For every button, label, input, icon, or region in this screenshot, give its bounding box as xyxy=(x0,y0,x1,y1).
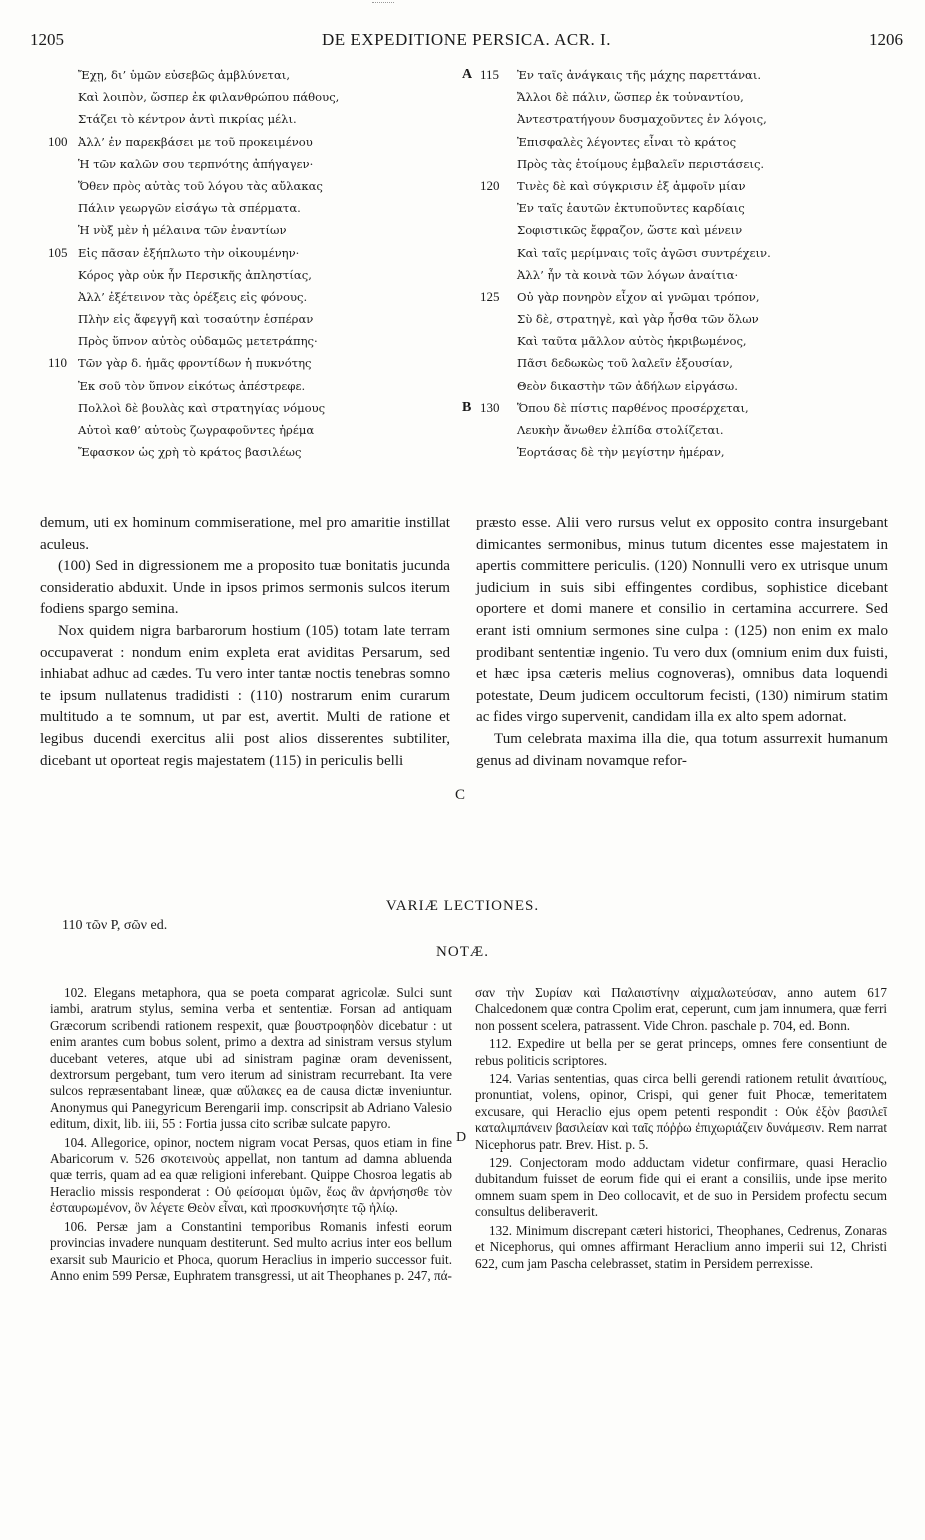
verse-line xyxy=(48,131,448,153)
verse-text: Λευκὴν ἄνωθεν ἐλπίδα στολίζεται. xyxy=(517,423,724,437)
verse-line xyxy=(462,264,892,286)
verse-line xyxy=(48,352,448,374)
latin-paragraph: Nox quidem nigra barbarorum hostium (105) totam late terram occupaverat : nondum enim expleta erat aviditas Persarum, sed inhiabat adhuc ad cædes. Tu vero inter tantæ noctis tenebras somno te ipsum nullatenus tradidisti : (110) nostrarum enim curarum multitudo a te somnum, ut par est, avertit. Multi de ratione et legibus ducendi exercitus alii post alios disserentes subtiliter, dicebant ut oporteat regis majestatem (115) in periculis belli xyxy=(40,622,450,769)
verse-line xyxy=(462,419,892,441)
latin-paragraph: Tum celebrata maxima illa die, qua totum assurrexit humanum genus ad divinam novamque refor- xyxy=(476,730,888,769)
line-number: 110 xyxy=(48,355,68,371)
verse-line xyxy=(462,153,892,175)
verse-text: Οὐ γὰρ πονηρὸν εἶχον αἱ γνῶμαι τρόπον, xyxy=(517,289,760,304)
verse-line xyxy=(48,330,448,352)
note-paragraph: 104. Allegorice, opinor, noctem nigram vocat Persas, quos etiam in fine Abaricorum v. 526 σκοτεινοὺς appellat, non tantum ad damna abluenda quæ terris, quam ad ea quæ religioni inferebant. Quippe Chosroa legatis ab Heraclio missis responderat : Οὐ φείσομαι ὑμῶν, ἕως ἂν ἀρνήσησθε τὸν ἐσταυρωμένον, ὃν λέγετε Θεὸν εἶναι, καὶ προσκυνήσητε τῷ ἡλίῳ. xyxy=(50,1134,452,1216)
verse-text: Ἀλλ’ ἐν παρεκβάσει με τοῦ προκειμένου xyxy=(78,134,313,149)
variant-reading: 110 τῶν P, σῶν ed. xyxy=(62,918,168,933)
latin-paragraph: præsto esse. Alii vero rursus velut ex opposito contra insurgebant dimicantes sermonibus, minus tutum dicentes esse majestatem in apertis committere periculis. (120) Nonnulli vero ex utrisque unum judicium in suis sibi effingentes cordibus, sophistice dicebant oportere et domi manere et consilio in certamina accurrere. Sed erant isti omnium sermones sine culpa : (125) non enim ex malo prodibant sententiæ ingenio. Tu vero dux (omnium enim dux fuisti, et hæc ipsa cæteris melius cognoveras), omnibus data loquendi potestate, Deum judicem occultorum fecisti, (130) nimirum statim ac fides virgo supervenit, candidam illa ex alto spem adornat. xyxy=(476,515,888,726)
verse-line xyxy=(48,219,448,241)
verse-line xyxy=(462,175,892,197)
verse-text: Ἀντεστρατήγουν δυσμαχοῦντες ἐν λόγοις, xyxy=(517,112,767,127)
verse-line xyxy=(462,286,892,308)
verse-line xyxy=(48,175,448,197)
margin-letter-d: D xyxy=(456,1130,467,1145)
verse-text: Πρὸς τὰς ἑτοίμους ἐμβαλεῖν περιστάσεις. xyxy=(517,156,765,171)
note-paragraph: 102. Elegans metaphora, qua se poeta comparat agricolæ. Sulci sunt iambi, aratrum stylus, semina verba et sententiæ. Forsan ad antiquam Græcorum scribendi rationem respexit, quæ βουστροφηδὸν dicebatur : ut enim arantes cum bobus solent, primo a dextra ad sinistram versus stylum ducebant veteres, atque ubi ad sinistram paginæ oram devenissent, dextrorsum pergebant, tum vero iterum ad sinistram recurrebant. Ita vere sulcos repræsentabant lineæ, quæ αὔλακες ea de causa dictæ inveniuntur. Anonymus qui Panegyricum Berengarii imp. conscripsit ab Adriano Valesio editum, dixit, lib. iii, 55 : Fortia jussa cito scribæ sulcate papyro. xyxy=(50,985,452,1132)
verse-line xyxy=(48,264,448,286)
column-number-left: 1205 xyxy=(30,30,64,49)
verse-text: Ἡ νὺξ μὲν ἡ μέλαινα τῶν ἐναντίων xyxy=(78,223,287,238)
latin-translation-left xyxy=(40,513,450,772)
verse-text: Τινὲς δὲ καὶ σύγκρισιν ἐξ ἀμφοῖν μίαν xyxy=(517,178,746,193)
verse-text: Πάλιν γεωργῶν εἰσάγω τὰ σπέρματα. xyxy=(78,201,301,216)
verse-text: Ἑορτάσας δὲ τὴν μεγίστην ἡμέραν, xyxy=(517,445,725,460)
verse-text: Ἔφασκον ὡς χρὴ τὸ κράτος βασιλέως xyxy=(78,445,302,460)
verse-text: Καὶ ταῖς μερίμναις τοῖς ἀγῶσι συντρέχειν. xyxy=(517,245,771,260)
verse-line xyxy=(462,330,892,352)
verse-text: Ἡ τῶν καλῶν σου τερπνότης ἀπήγαγεν· xyxy=(78,156,314,171)
verse-text: Πλὴν εἰς ἄφεγγῆ καὶ τοσαύτην ἑσπέραν xyxy=(78,312,314,327)
notae-heading: NOTÆ. xyxy=(436,944,489,960)
verse-text: Ἐν ταῖς ἀνάγκαις τῆς μάχης παρεττάναι. xyxy=(517,68,762,82)
latin-paragraph: demum, uti ex hominum commiseratione, mel pro amaritie instillat aculeus. xyxy=(40,515,450,553)
line-number: 115 xyxy=(480,67,500,82)
variae-lectiones-heading: VARIÆ LECTIONES. xyxy=(385,898,540,914)
line-number: 120 xyxy=(480,177,500,193)
verse-line xyxy=(462,375,892,397)
verse-text: Ἀλλ’ ἐξέτεινον τὰς ὀρέξεις εἰς φόνους. xyxy=(78,289,308,304)
verse-text: Καὶ ταῦτα μᾶλλον αὐτὸς ἠκριβωμένος, xyxy=(517,334,747,349)
margin-letter-c: C xyxy=(455,787,466,803)
note-paragraph: 124. Varias sententias, quas circa belli gerendi rationem retulit ἀναιτίους, pronuntiat, volens, opinor, Crispi, qui gener fuit Phocæ, temeritatem excusare, qui Heraclio ejus opem petenti respondit : Οὐκ ἐξὸν βασιλεῖ καταλιμπάνειν βασιλείαν καὶ ταῖς πόῤῥω ἐπιχωριάζειν δυνάμεσιν. Rem narrat Nicephorus patr. Brev. Hist. p. 5. xyxy=(475,1071,887,1152)
verse-line xyxy=(48,286,448,308)
notes-right xyxy=(475,985,887,1274)
verse-line xyxy=(48,153,448,175)
note-paragraph: 106. Persæ jam a Constantini temporibus Romanis infesti eorum provincias invadere nunquam destiterunt. Sed multo acrius inter eos bellum exarsit sub Mauricio et Phoca, quorum Heraclius in imperio successor fuit. Anno enim 599 Persæ, Euphratem transgressi, ut ait Theophanes p. 247, πά- xyxy=(50,1218,452,1283)
verse-line xyxy=(462,131,892,153)
verse-text: Σοφιστικῶς ἔφραζον, ὥστε καὶ μένειν xyxy=(517,223,743,238)
verse-line xyxy=(48,375,448,397)
verse-text: Ὅθεν πρὸς αὐτὰς τοῦ λόγου τὰς αὔλακας xyxy=(78,178,323,193)
note-paragraph: 132. Minimum discrepant cæteri historici, Theophanes, Cedrenus, Zonaras et Nicephorus, qui omnes affirmant Heraclium anno imperii sui 12, Christi 622, cum jam Pascha celebrasset, statim in Persidem perrexisse. xyxy=(475,1222,887,1271)
verse-text: Ὅπου δὲ πίστις παρθένος προσέρχεται, xyxy=(517,400,749,415)
verse-line xyxy=(462,197,892,219)
verse-text: Καὶ λοιπὸν, ὥσπερ ἐκ φιλανθρώπου πάθους, xyxy=(78,90,340,105)
latin-paragraph: (100) Sed in digressionem me a proposito tuæ bonitatis jucunda consideratio abduxit. Unde in ipsos primos sermonis sulcos iterum fodiens spargo semina. xyxy=(40,558,450,618)
verse-text: Πᾶσι δεδωκὼς τοῦ λαλεῖν ἐξουσίαν, xyxy=(517,356,733,371)
verse-text: Εἰς πᾶσαν ἐξήπλωτο τὴν οἰκουμένην· xyxy=(78,245,300,260)
margin-letter: A xyxy=(462,67,473,82)
verse-line xyxy=(462,242,892,264)
verse-text: Πρὸς ὕπνον αὐτὸς οὐδαμῶς μετετράπης· xyxy=(78,334,318,349)
note-paragraph: σαν τὴν Συρίαν καὶ Παλαιστίνην αἰχμαλωτεύσαν, anno autem 617 Chalcedonem quæ contra Cpolim erat, ceperunt, cum jam innumera, quæ ferri non possent scelera, patrassent. Vide Chron. paschale p. 704, ed. Bonn. xyxy=(475,985,887,1033)
verse-line xyxy=(48,242,448,264)
verse-text: Ἐν ταῖς ἑαυτῶν ἐκτυποῦντες καρδίαις xyxy=(517,201,745,216)
notes-left xyxy=(50,985,452,1286)
line-number: 130 xyxy=(480,399,500,415)
verse-line xyxy=(462,86,892,108)
verse-line xyxy=(48,86,448,108)
verse-text: Θεὸν δικαστὴν τῶν ἀδήλων εἰργάσω. xyxy=(517,378,738,393)
note-paragraph: 112. Expedire ut bella per se gerat princeps, omnes fere consentiunt de rebus politicis scriptores. xyxy=(475,1036,887,1068)
verse-line xyxy=(462,308,892,330)
verse-line xyxy=(48,308,448,330)
verse-text: Αὐτοὶ καθ’ αὐτοὺς ζωγραφοῦντες ἠρέμα xyxy=(78,423,315,437)
verse-line xyxy=(462,352,892,374)
page-title: DE EXPEDITIONE PERSICA. ACR. I. xyxy=(322,30,611,49)
greek-verse-left xyxy=(48,64,448,463)
line-number: 100 xyxy=(48,133,68,149)
verse-text: Κόρος γὰρ οὐκ ἦν Περσικῆς ἀπληστίας, xyxy=(78,267,312,282)
verse-text: Ἐπισφαλὲς λέγοντες εἶναι τὸ κράτος xyxy=(517,134,737,149)
verse-line xyxy=(462,441,892,463)
verse-line xyxy=(48,197,448,219)
verse-line xyxy=(48,108,448,130)
verse-line xyxy=(462,219,892,241)
verse-text: Στάζει τὸ κέντρον ἀντὶ πικρίας μέλι. xyxy=(78,112,297,127)
verse-line xyxy=(48,419,448,441)
running-head xyxy=(30,30,903,58)
verse-text: Ἄλλοι δὲ πάλιν, ὥσπερ ἐκ τοὐναντίου, xyxy=(517,90,744,105)
verse-text: Ἔχῃ, δι’ ὑμῶν εὐσεβῶς ἀμβλύνεται, xyxy=(78,68,290,82)
column-number-right: 1206 xyxy=(869,30,903,49)
verse-line xyxy=(48,441,448,463)
line-number: 125 xyxy=(480,288,500,304)
verse-text: Σὺ δὲ, στρατηγὲ, καὶ γὰρ ἦσθα τῶν ὅλων xyxy=(517,312,759,327)
margin-letter: B xyxy=(462,399,472,415)
verse-text: Τῶν γὰρ δ. ἡμᾶς φροντίδων ἡ πυκνότης xyxy=(78,356,312,371)
note-paragraph: 129. Conjectoram modo adductam videtur confirmare, quasi Heraclio dubitandum fuisset de eorum fide qui ei erant a consiliis, unde ipse merito omnem suam spem in Deo collocavit, et de suo in Persidem profectu secum consultus deliberaverit. xyxy=(475,1155,887,1220)
verse-line xyxy=(48,397,448,419)
latin-translation-right xyxy=(476,513,888,772)
verse-line xyxy=(462,397,892,419)
verse-line xyxy=(462,64,892,86)
verse-text: Ἀλλ’ ἦν τὰ κοινὰ τῶν λόγων ἀναίτια· xyxy=(517,267,739,282)
verse-text: Πολλοὶ δὲ βουλὰς καὶ στρατηγίας νόμους xyxy=(78,400,326,415)
verse-text: Ἐκ σοῦ τὸν ὕπνον εἰκότως ἀπέστρεφε. xyxy=(78,378,306,393)
greek-verse-right xyxy=(462,64,892,463)
line-number: 105 xyxy=(48,244,68,260)
top-mark xyxy=(372,2,394,6)
verse-line xyxy=(48,64,448,86)
verse-line xyxy=(462,108,892,130)
